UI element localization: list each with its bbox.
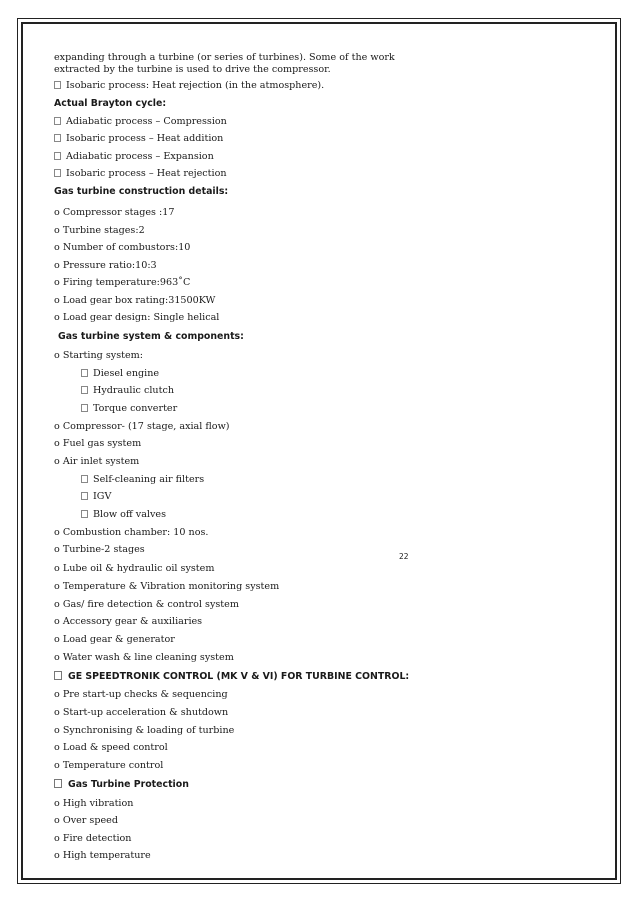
system-item: o Lube oil & hydraulic oil system	[54, 563, 215, 574]
speedtronik-item: o Pre start-up checks & sequencing	[54, 689, 228, 700]
system-item: o Fuel gas system	[54, 438, 142, 449]
system-subitem: Self-cleaning air filters	[81, 474, 204, 486]
system-item: o Gas/ fire detection & control system	[54, 599, 239, 610]
bullet-icon	[54, 134, 61, 142]
brayton-item: Isobaric process – Heat addition	[54, 133, 223, 145]
construction-item: o Number of combustors:10	[54, 242, 191, 253]
brayton-heading: Actual Brayton cycle:	[54, 98, 167, 109]
brayton-item: Isobaric process – Heat rejection	[54, 168, 227, 180]
brayton-item: Adiabatic process – Expansion	[54, 151, 214, 163]
bullet-icon	[81, 475, 88, 483]
system-subitem: Hydraulic clutch	[81, 385, 174, 397]
protection-item: o Fire detection	[54, 833, 132, 844]
protection-heading: Gas Turbine Protection	[54, 779, 189, 791]
construction-item: o Firing temperature:963˚C	[54, 277, 191, 288]
system-item: o Load gear & generator	[54, 634, 175, 645]
system-heading: Gas turbine system & components:	[58, 331, 244, 342]
system-item: o Accessory gear & auxiliaries	[54, 616, 203, 627]
protection-item: o High temperature	[54, 850, 151, 861]
construction-item: o Load gear box rating:31500KW	[54, 295, 216, 306]
bullet-icon	[54, 779, 62, 788]
intro-line-2: extracted by the turbine is used to drive the compressor.	[54, 64, 331, 75]
speedtronik-item: o Temperature control	[54, 760, 164, 771]
speedtronik-item: o Synchronising & loading of turbine	[54, 725, 235, 736]
brayton-item: Adiabatic process – Compression	[54, 116, 227, 128]
bullet-icon	[81, 510, 88, 518]
speedtronik-heading: GE SPEEDTRONIK CONTROL (MK V & VI) FOR TURBINE CONTROL:	[54, 671, 409, 683]
bullet-icon	[54, 117, 61, 125]
system-item: o Temperature & Vibration monitoring system	[54, 581, 280, 592]
bullet-icon	[54, 152, 61, 160]
bullet-icon	[54, 671, 62, 680]
system-item: o Combustion chamber: 10 nos.	[54, 527, 209, 538]
system-item: o Starting system:	[54, 350, 143, 361]
bullet-icon	[54, 169, 61, 177]
construction-item: o Turbine stages:2	[54, 225, 145, 236]
intro-line-3: Isobaric process: Heat rejection (in the atmosphere).	[54, 80, 324, 92]
system-subitem: Diesel engine	[81, 368, 159, 380]
protection-item: o High vibration	[54, 798, 134, 809]
system-item: o Turbine-2 stages	[54, 544, 145, 555]
construction-heading: Gas turbine construction details:	[54, 186, 229, 197]
construction-item: o Pressure ratio:10:3	[54, 260, 157, 271]
system-item: o Water wash & line cleaning system	[54, 652, 234, 663]
bullet-icon	[81, 369, 88, 377]
speedtronik-item: o Start-up acceleration & shutdown	[54, 707, 229, 718]
system-item: o Compressor- (17 stage, axial flow)	[54, 421, 230, 432]
construction-item: o Compressor stages :17	[54, 207, 175, 218]
intro-line-1: expanding through a turbine (or series of turbines). Some of the work	[54, 52, 395, 63]
protection-item: o Over speed	[54, 815, 118, 826]
bullet-icon	[81, 404, 88, 412]
bullet-icon	[81, 386, 88, 394]
construction-item: o Load gear design: Single helical	[54, 312, 220, 323]
bullet-icon	[54, 81, 61, 89]
speedtronik-item: o Load & speed control	[54, 742, 168, 753]
system-subitem: Blow off valves	[81, 509, 166, 521]
bullet-icon	[81, 492, 88, 500]
system-subitem: Torque converter	[81, 403, 177, 415]
system-subitem: IGV	[81, 491, 111, 503]
system-item: o Air inlet system	[54, 456, 140, 467]
page-number: 22	[399, 552, 409, 561]
